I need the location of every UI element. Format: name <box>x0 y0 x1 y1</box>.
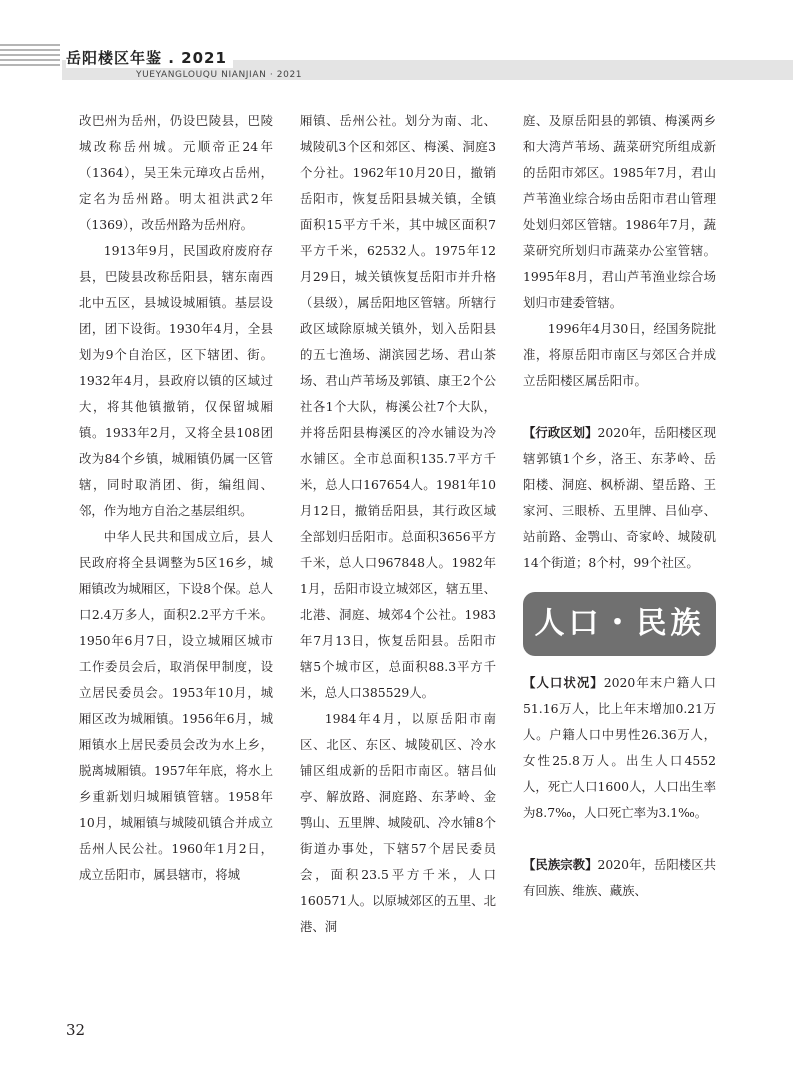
paragraph: 中华人民共和国成立后，县人民政府将全县调整为5区16乡，城厢镇改为城厢区，下设8个保。总人口2.4万多人，面积2.2平方千米。1950年6月7日，设立城厢区城市工作委员会后，取消保甲制度，设立居民委员会。1953年10月，城厢区改为城厢镇。1956年6月，城厢镇水上居民委员会改为水上乡，脱离城厢镇。1957年年底，将水上乡重新划归城厢镇管辖。1958年10月，城厢镇与城陵矶镇合并成立岳州人民公社。1960年1月2日，成立岳阳市，属县辖市，将城 <box>79 529 273 882</box>
entry-text: 2020年，岳阳楼区共有回族、维族、藏族、 <box>523 857 717 898</box>
paragraph: 厢镇、岳州公社。划分为南、北、城陵矶3个区和郊区、梅溪、洞庭3个分社。1962年10月20日，撤销岳阳市，恢复岳阳县城关镇，全镇面积15平方千米，其中城区面积7平方千米，62532人。1975年12月29日，城关镇恢复岳阳市并升格（县级），属岳阳地区管辖。所辖行政区域除原城关镇外，划入岳阳县的五七渔场、湖滨园艺场、君山茶场、君山芦苇场及郭镇、康王2个公社各1个大队，梅溪公社7个大队，并将岳阳县梅溪区的冷水铺设为冷水铺区。全市总面积135.7平方千米，总人口167654人。1981年10月12日，撤销岳阳县，其行政区域全部划归岳阳市。总面积3656平方千米，总人口967848人。1982年1月，岳阳市设立城郊区，辖五里、北港、洞庭、城郊4个公社。1983年7月13日，恢复岳阳县。岳阳市辖5个城市区，总面积88.3平方千米，总人口385529人。 <box>300 113 496 700</box>
spacer <box>523 826 716 852</box>
entry-label: 【行政区划】 <box>523 425 598 440</box>
section-title-banner: 人口・民族 <box>523 592 716 656</box>
column-1 <box>79 108 273 888</box>
paragraph: 改巴州为岳州，仍设巴陵县，巴陵城改称岳州城。元顺帝正24年（1364），吴王朱元璋攻占岳州，定名为岳州路。明太祖洪武2年（1369），改岳州路为岳州府。 <box>79 113 273 232</box>
entry-label: 【人口状况】 <box>523 675 604 690</box>
page-number: 32 <box>66 1021 86 1039</box>
page-header <box>0 0 793 100</box>
spacer <box>523 394 716 420</box>
paragraph: 1996年4月30日，经国务院批准，将原岳阳市南区与郊区合并成立岳阳楼区属岳阳市。 <box>523 321 716 388</box>
ethnic-religion-entry <box>523 852 716 904</box>
paragraph: 庭、及原岳阳县的郭镇、梅溪两乡和大湾芦苇场、蔬菜研究所组成新的岳阳市郊区。1985年7月，君山芦苇渔业综合场由岳阳市君山管理处划归郊区管辖。1986年7月，蔬菜研究所划归市蔬菜办公室管辖。1995年8月，君山芦苇渔业综合场划归市建委管辖。 <box>523 113 716 310</box>
header-title: 岳阳楼区年鉴 . 2021 <box>66 48 233 68</box>
entry-text: 2020年，岳阳楼区现辖郭镇1个乡，洛王、东茅岭、岳阳楼、洞庭、枫桥湖、望岳路、王家河、三眼桥、五里牌、吕仙亭、站前路、金鹗山、奇家岭、城陵矶14个街道；8个村，99个社区。 <box>523 425 717 570</box>
population-entry <box>523 670 716 826</box>
paragraph: 1913年9月，民国政府废府存县，巴陵县改称岳阳县，辖东南西北中五区，县城设城厢镇。基层设团，团下设街。1930年4月，全县划为9个自治区，区下辖团、街。1932年4月，县政府以镇的区域过大，将其他镇撤销，仅保留城厢镇。1933年2月，又将全县108团改为84个乡镇，城厢镇仍属一区管辖，同时取消团、街，编组闾、邻，作为地方自治之基层组织。 <box>79 243 273 518</box>
entry-text: 2020年末户籍人口51.16万人，比上年末增加0.21万人。户籍人口中男性26.36万人，女性25.8万人。出生人口4552人，死亡人口1600人，人口出生率为8.7‰，人口死亡率为3.1‰。 <box>523 675 716 820</box>
admin-division-entry <box>523 420 716 576</box>
header-decoration-lines <box>0 44 60 69</box>
entry-label: 【民族宗教】 <box>523 857 598 872</box>
paragraph: 1984年4月，以原岳阳市南区、北区、东区、城陵矶区、冷水铺区组成新的岳阳市南区。辖吕仙亭、解放路、洞庭路、东茅岭、金鹗山、五里牌、城陵矶、冷水铺8个街道办事处，下辖57个居民委员会，面积23.5平方千米，人口160571人。以原城郊区的五里、北港、洞 <box>300 711 496 934</box>
column-3 <box>523 108 716 904</box>
header-subtitle: YUEYANGLOUQU NIANJIAN · 2021 <box>136 70 303 80</box>
column-2 <box>300 108 496 940</box>
